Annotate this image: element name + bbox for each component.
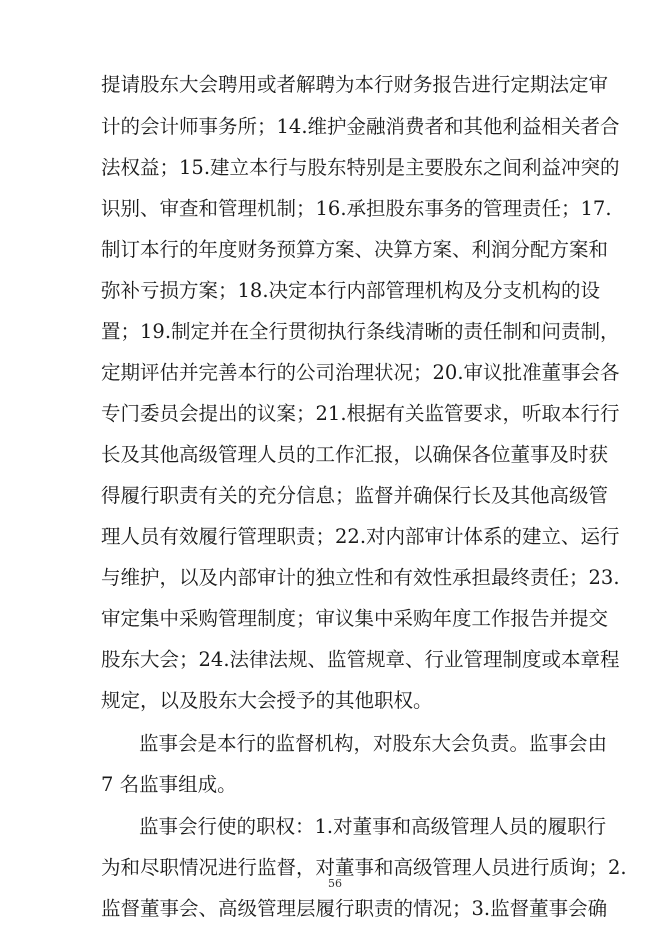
text-line: 监事会是本行的监督机构，对股东大会负责。监事会由: [139, 732, 608, 755]
text-line: 7 名监事组成。: [101, 773, 237, 796]
page-number: 56: [328, 877, 342, 890]
text-line: 识别、审查和管理机制；16.承担股东事务的管理责任；17.: [101, 197, 612, 220]
text-line: 与维护，以及内部审计的独立性和有效性承担最终责任；23.: [101, 566, 620, 589]
text-line: 理人员有效履行管理职责；22.对内部审计体系的建立、运行: [101, 525, 620, 548]
text-line: 法权益；15.建立本行与股东特别是主要股东之间利益冲突的: [101, 156, 620, 179]
text-line: 计的会计师事务所；14.维护金融消费者和其他利益相关者合: [101, 115, 620, 138]
text-line: 得履行职责有关的充分信息；监督并确保行长及其他高级管: [101, 484, 609, 507]
text-line: 定期评估并完善本行的公司治理状况；20.审议批准董事会各: [101, 361, 620, 384]
text-line: 监事会行使的职权：1.对董事和高级管理人员的履职行: [139, 815, 607, 838]
text-line: 长及其他高级管理人员的工作汇报，以确保各位董事及时获: [101, 443, 609, 466]
text-line: 置；19.制定并在全行贯彻执行条线清晰的责任制和问责制，: [101, 320, 620, 343]
text-line: 专门委员会提出的议案；21.根据有关监管要求，听取本行行: [101, 402, 620, 425]
text-line: 监督董事会、高级管理层履行职责的情况；3.监督董事会确: [101, 897, 608, 920]
text-line: 为和尽职情况进行监督，对董事和高级管理人员进行质询；2.: [101, 856, 627, 879]
text-line: 规定，以及股东大会授予的其他职权。: [101, 689, 433, 712]
text-line: 弥补亏损方案；18.决定本行内部管理机构及分支机构的设: [101, 279, 601, 302]
text-line: 审定集中采购管理制度；审议集中采购年度工作报告并提交: [101, 607, 609, 630]
text-line: 制订本行的年度财务预算方案、决算方案、利润分配方案和: [101, 238, 609, 261]
text-line: 股东大会；24.法律法规、监管规章、行业管理制度或本章程: [101, 648, 620, 671]
text-line: 提请股东大会聘用或者解聘为本行财务报告进行定期法定审: [101, 73, 609, 96]
